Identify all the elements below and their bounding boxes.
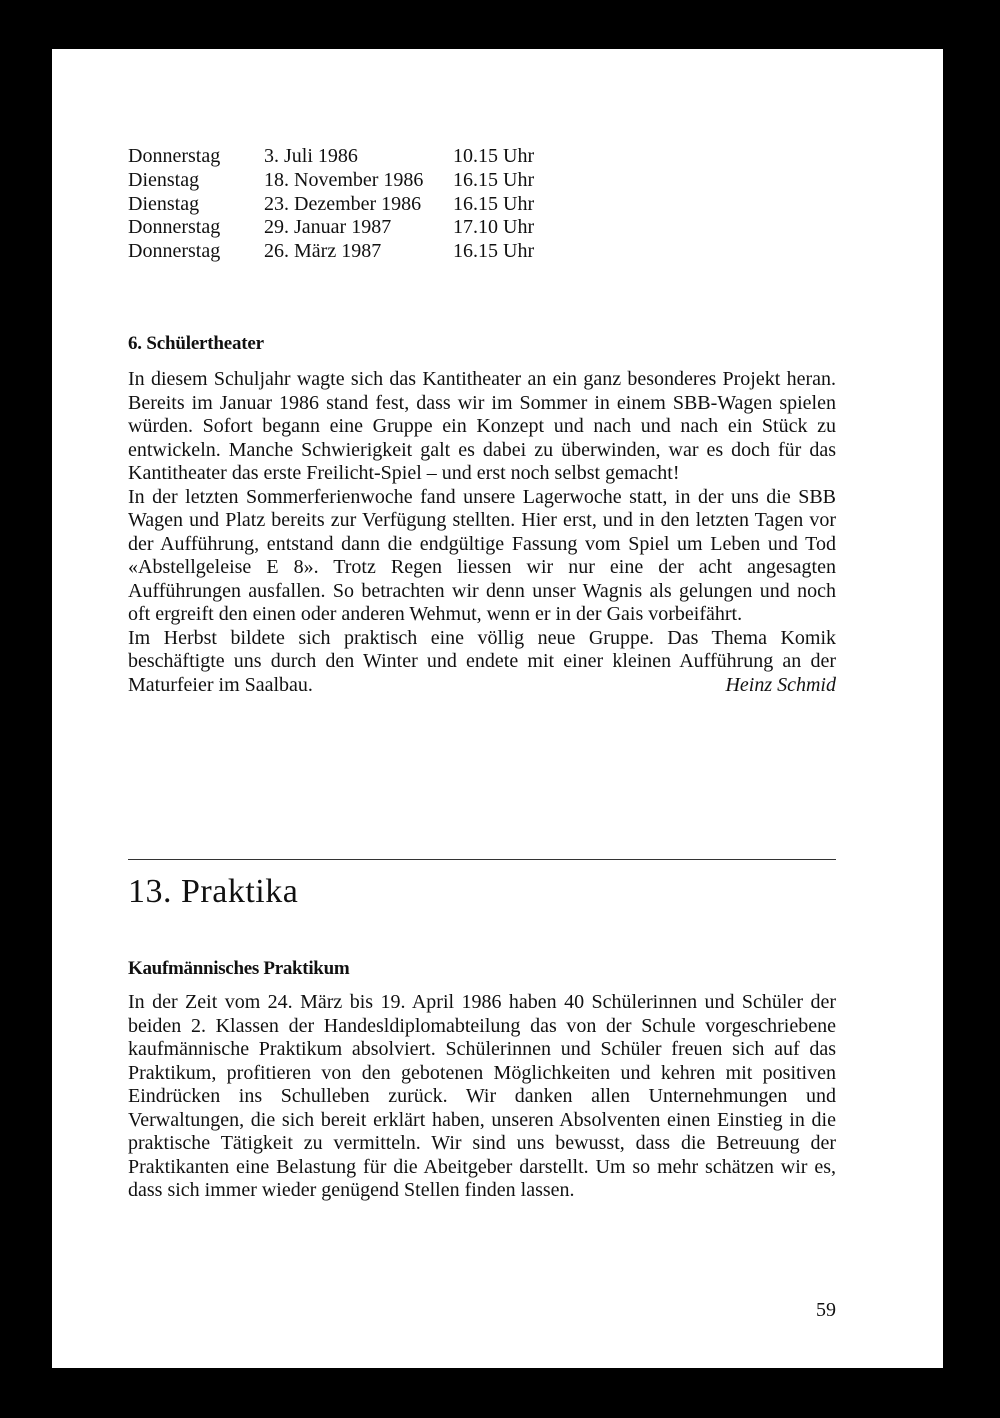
schedule-day: Dienstag	[128, 168, 200, 191]
schedule-time: 17.10 Uhr	[453, 216, 535, 239]
schedule-day: Donnerstag	[128, 240, 221, 263]
author-signature: Heinz Schmid	[725, 673, 836, 696]
schedule-date: 26. März 1987	[264, 240, 382, 263]
paragraph: In der Zeit vom 24. März bis 19. April 1986 haben 40 Schülerinnen und Schüler der beiden 2. Klassen der Handesldiplomabteilung das von der Schule vorgeschriebene kaufmännische Praktikum absolviert. Schülerinnen und Schüler freuen sich auf das Praktikum, profitieren von den gebotenen Möglichkeiten und kehren mit positiven Eindrücken ins Schulleben zurück. Wir danken allen Unternehmungen und Verwaltungen, die sich bereit erklärt haben, unseren Absolventen einen Einstieg in die praktische Tätigkeit zu vermitteln. Wir sind uns bewusst, dass die Betreuung der Praktikanten eine Belastung für die Abeitgeber darstellt. Um so mehr schätzen wir es, dass sich immer wieder genügend Stellen finden lassen.	[128, 991, 836, 1201]
praktikum-text	[128, 991, 836, 1203]
schedule-time: 16.15 Uhr	[453, 192, 535, 215]
paragraph	[128, 627, 836, 698]
section-heading-schuelertheater: 6. Schülertheater	[128, 333, 264, 354]
schedule-day: Donnerstag	[128, 216, 221, 239]
paragraph: In der letzten Sommerferienwoche fand unsere Lagerwoche statt, in der uns die SBB Wagen und Platz bereits zur Verfügung stellten. Hier erst, und in den letzten Tagen vor der Aufführung, entstand dann die endgültige Fassung vom Spiel um Leben und Tod «Abstellgeleise E 8». Trotz Regen liessen wir nur eine der acht angesagten Aufführungen ausfallen. So betrachten wir denn unser Wagnis als gelungen und noch oft ergreift den einen oder anderen Wehmut, wenn er in der Gais vorbeifährt.	[128, 485, 836, 625]
schedule-day: Dienstag	[128, 192, 200, 215]
section-divider	[128, 859, 836, 860]
section-heading-kaufmaennisches-praktikum: Kaufmännisches Praktikum	[128, 958, 350, 979]
document-page	[52, 49, 943, 1368]
schedule-date: 29. Januar 1987	[264, 216, 392, 239]
schedule-time: 10.15 Uhr	[453, 145, 535, 167]
schedule-date: 3. Juli 1986	[264, 145, 358, 167]
paragraph: In diesem Schuljahr wagte sich das Kantitheater an ein ganz besonderes Projekt heran. Bereits im Januar 1986 stand fest, dass wir im Sommer in einem SBB-Wagen spielen würden. Sofort begann eine Gruppe ein Konzept und nach und nach ein Stück zu entwickeln. Manche Schwierigkeit galt es dabei zu überwinden, war es doch für das Kantitheater das erste Freilicht-Spiel – und erst noch selbst gemacht!	[128, 368, 836, 484]
paragraph-text: Im Herbst bildete sich praktisch eine völlig neue Gruppe. Das Thema Komik beschäftigte uns durch den Winter und endete mit einer kleinen Aufführung an der Maturfeier im Saalbau.	[128, 626, 836, 696]
schuelertheater-text	[128, 368, 836, 697]
schedule-date: 23. Dezember 1986	[264, 192, 422, 215]
page-number: 59	[816, 1299, 836, 1321]
schedule-date: 18. November 1986	[264, 168, 424, 191]
schedule-time: 16.15 Uhr	[453, 240, 535, 263]
schedule-day: Donnerstag	[128, 145, 221, 167]
schedule-time: 16.15 Uhr	[453, 168, 535, 191]
chapter-title: 13. Praktika	[128, 873, 299, 910]
